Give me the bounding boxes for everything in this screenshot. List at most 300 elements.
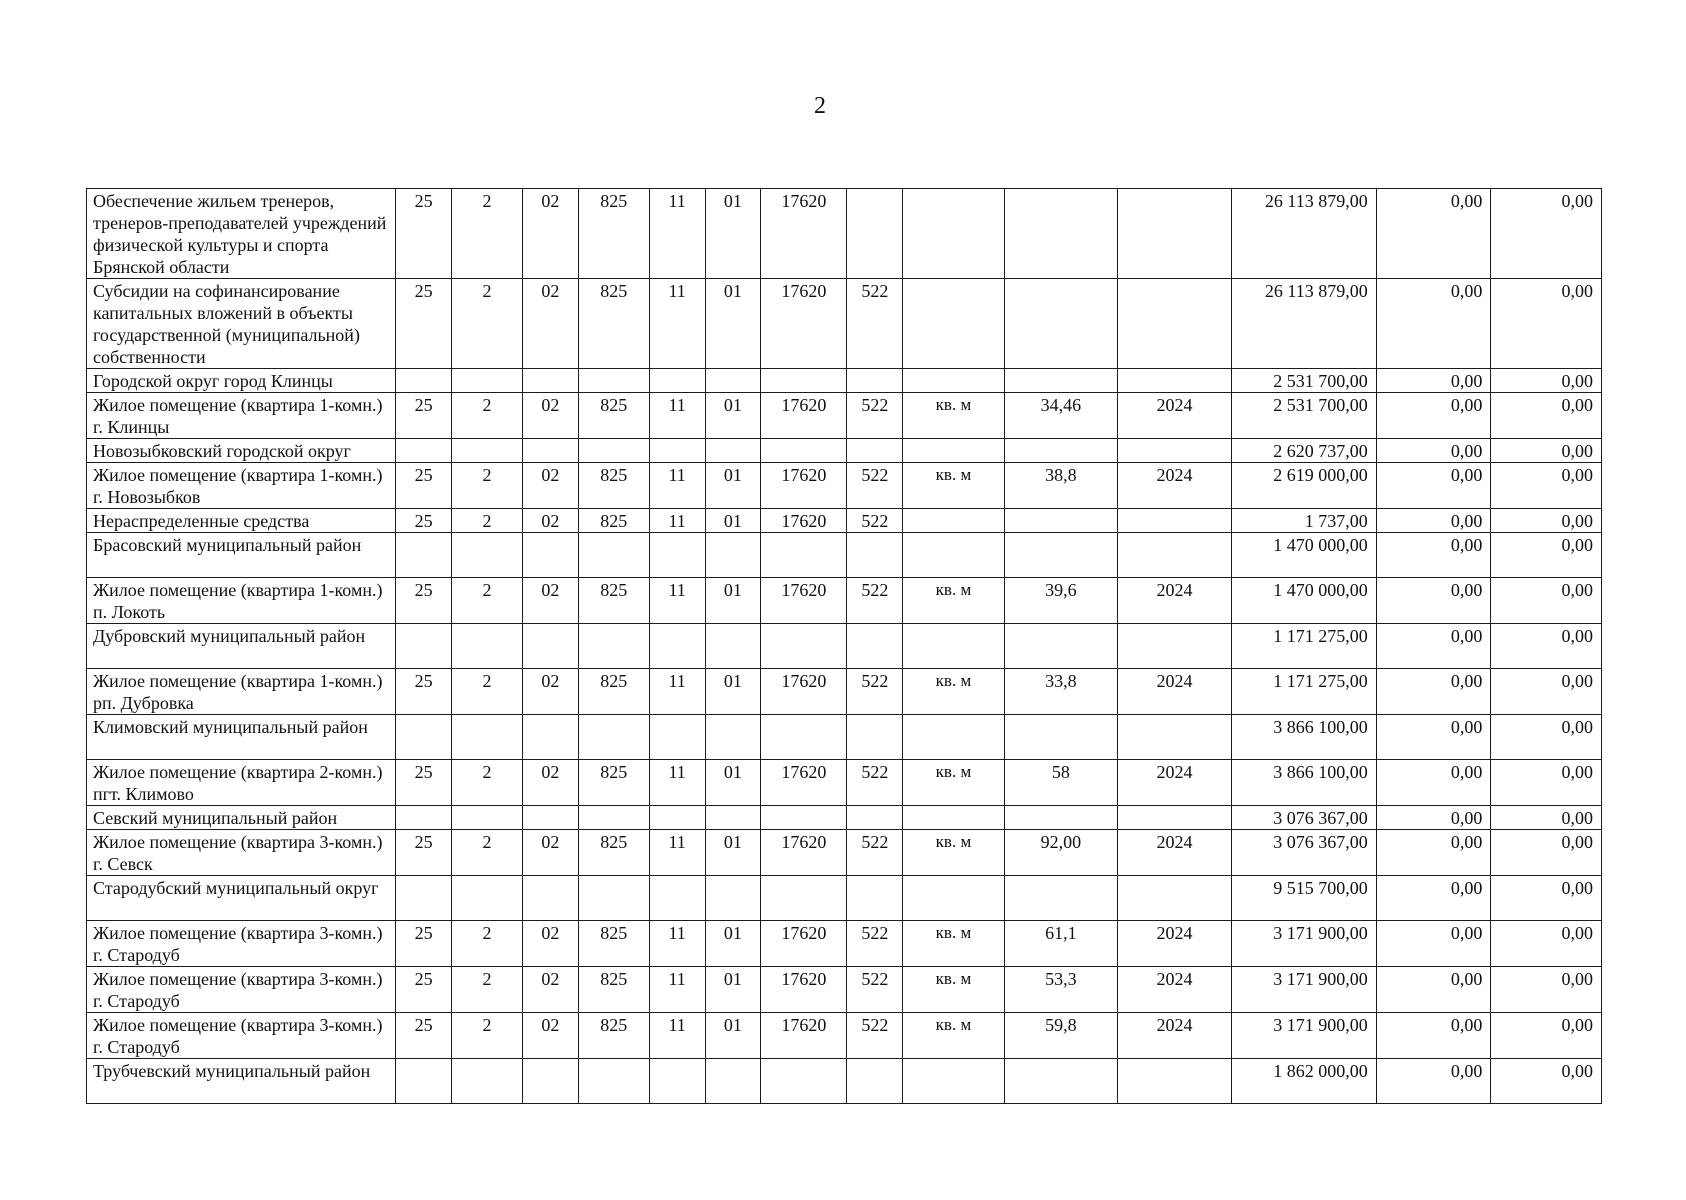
cell-code-7 <box>761 715 847 760</box>
cell-code-5: 11 <box>649 189 705 279</box>
cell-code-8 <box>847 624 903 669</box>
cell-code-2: 2 <box>452 760 523 806</box>
cell-code-5 <box>649 624 705 669</box>
cell-code-7 <box>761 533 847 578</box>
cell-unit <box>903 439 1004 463</box>
cell-code-5: 11 <box>649 509 705 533</box>
cell-amount-2024: 2 619 000,00 <box>1231 463 1376 509</box>
cell-row-name: Севский муниципальный район <box>87 806 396 830</box>
cell-amount-2024: 1 737,00 <box>1231 509 1376 533</box>
cell-code-4: 825 <box>578 921 649 967</box>
cell-amount-2024: 3 076 367,00 <box>1231 830 1376 876</box>
cell-code-7: 17620 <box>761 279 847 369</box>
cell-code-5: 11 <box>649 669 705 715</box>
cell-area: 53,3 <box>1004 967 1118 1013</box>
cell-area: 61,1 <box>1004 921 1118 967</box>
cell-year <box>1118 1059 1232 1104</box>
cell-code-4 <box>578 1059 649 1104</box>
cell-code-4: 825 <box>578 393 649 439</box>
cell-amount-2026: 0,00 <box>1491 369 1602 393</box>
cell-amount-2025: 0,00 <box>1376 509 1491 533</box>
cell-amount-2025: 0,00 <box>1376 189 1491 279</box>
cell-amount-2024: 26 113 879,00 <box>1231 279 1376 369</box>
cell-year <box>1118 369 1232 393</box>
cell-code-8: 522 <box>847 279 903 369</box>
cell-amount-2026: 0,00 <box>1491 806 1602 830</box>
cell-amount-2024: 3 171 900,00 <box>1231 1013 1376 1059</box>
cell-amount-2025: 0,00 <box>1376 439 1491 463</box>
cell-amount-2024: 3 076 367,00 <box>1231 806 1376 830</box>
cell-amount-2026: 0,00 <box>1491 279 1602 369</box>
cell-row-name: Стародубский муниципальный округ <box>87 876 396 921</box>
cell-area <box>1004 509 1118 533</box>
cell-amount-2024: 3 866 100,00 <box>1231 760 1376 806</box>
cell-code-4: 825 <box>578 760 649 806</box>
cell-row-name: Субсидии на софинансирование капитальных вложений в объекты государственной (муниципальной) собственности <box>87 279 396 369</box>
cell-amount-2026: 0,00 <box>1491 1013 1602 1059</box>
cell-amount-2024: 1 470 000,00 <box>1231 578 1376 624</box>
cell-code-1 <box>396 369 452 393</box>
table-row <box>87 1059 1602 1104</box>
cell-unit <box>903 189 1004 279</box>
cell-code-8: 522 <box>847 830 903 876</box>
cell-area <box>1004 876 1118 921</box>
table-row <box>87 967 1602 1013</box>
table-row <box>87 624 1602 669</box>
cell-amount-2024: 1 171 275,00 <box>1231 624 1376 669</box>
cell-code-7: 17620 <box>761 393 847 439</box>
cell-amount-2024: 3 171 900,00 <box>1231 921 1376 967</box>
cell-code-6: 01 <box>705 578 761 624</box>
cell-area: 34,46 <box>1004 393 1118 439</box>
cell-amount-2025: 0,00 <box>1376 578 1491 624</box>
cell-amount-2024: 3 171 900,00 <box>1231 967 1376 1013</box>
cell-year <box>1118 509 1232 533</box>
table-row <box>87 830 1602 876</box>
cell-area <box>1004 715 1118 760</box>
table-row <box>87 578 1602 624</box>
cell-code-5 <box>649 806 705 830</box>
cell-code-6: 01 <box>705 393 761 439</box>
cell-code-6: 01 <box>705 463 761 509</box>
cell-code-6: 01 <box>705 509 761 533</box>
cell-amount-2026: 0,00 <box>1491 439 1602 463</box>
cell-code-4: 825 <box>578 830 649 876</box>
cell-code-6: 01 <box>705 830 761 876</box>
cell-code-6: 01 <box>705 760 761 806</box>
cell-code-5: 11 <box>649 921 705 967</box>
cell-year <box>1118 876 1232 921</box>
cell-amount-2026: 0,00 <box>1491 533 1602 578</box>
cell-code-3: 02 <box>523 830 579 876</box>
cell-amount-2025: 0,00 <box>1376 830 1491 876</box>
cell-unit: кв. м <box>903 578 1004 624</box>
cell-code-3 <box>523 715 579 760</box>
cell-row-name: Жилое помещение (квартира 1-комн.) п. Локоть <box>87 578 396 624</box>
table-row <box>87 876 1602 921</box>
cell-year: 2024 <box>1118 669 1232 715</box>
cell-code-1: 25 <box>396 578 452 624</box>
cell-amount-2026: 0,00 <box>1491 578 1602 624</box>
cell-code-4: 825 <box>578 1013 649 1059</box>
cell-amount-2026: 0,00 <box>1491 189 1602 279</box>
cell-row-name: Жилое помещение (квартира 1-комн.) г. Новозыбков <box>87 463 396 509</box>
cell-year <box>1118 189 1232 279</box>
cell-code-2 <box>452 439 523 463</box>
cell-code-7: 17620 <box>761 463 847 509</box>
cell-code-3: 02 <box>523 760 579 806</box>
cell-code-3 <box>523 624 579 669</box>
cell-code-3: 02 <box>523 279 579 369</box>
cell-row-name: Жилое помещение (квартира 3-комн.) г. Стародуб <box>87 921 396 967</box>
cell-code-2 <box>452 624 523 669</box>
cell-code-2 <box>452 533 523 578</box>
cell-code-1 <box>396 876 452 921</box>
cell-code-3: 02 <box>523 509 579 533</box>
cell-unit <box>903 369 1004 393</box>
cell-code-1: 25 <box>396 1013 452 1059</box>
cell-amount-2026: 0,00 <box>1491 830 1602 876</box>
cell-code-4 <box>578 806 649 830</box>
cell-code-3 <box>523 876 579 921</box>
cell-code-1 <box>396 806 452 830</box>
cell-amount-2024: 9 515 700,00 <box>1231 876 1376 921</box>
cell-code-6 <box>705 715 761 760</box>
cell-year: 2024 <box>1118 921 1232 967</box>
cell-area <box>1004 533 1118 578</box>
cell-code-3 <box>523 1059 579 1104</box>
cell-code-3: 02 <box>523 669 579 715</box>
cell-code-3: 02 <box>523 1013 579 1059</box>
cell-code-2: 2 <box>452 830 523 876</box>
cell-code-6 <box>705 439 761 463</box>
cell-unit: кв. м <box>903 669 1004 715</box>
cell-unit <box>903 876 1004 921</box>
cell-code-8: 522 <box>847 463 903 509</box>
cell-code-6 <box>705 624 761 669</box>
cell-row-name: Обеспечение жильем тренеров, тренеров-преподавателей учреждений физической культуры и спорта Брянской области <box>87 189 396 279</box>
cell-code-6 <box>705 533 761 578</box>
cell-row-name: Жилое помещение (квартира 3-комн.) г. Севск <box>87 830 396 876</box>
cell-unit <box>903 715 1004 760</box>
cell-code-5 <box>649 715 705 760</box>
cell-code-5 <box>649 876 705 921</box>
cell-code-1: 25 <box>396 189 452 279</box>
cell-amount-2025: 0,00 <box>1376 669 1491 715</box>
cell-row-name: Жилое помещение (квартира 3-комн.) г. Стародуб <box>87 1013 396 1059</box>
cell-code-1 <box>396 533 452 578</box>
cell-year: 2024 <box>1118 393 1232 439</box>
cell-code-7: 17620 <box>761 669 847 715</box>
cell-year: 2024 <box>1118 463 1232 509</box>
cell-code-4: 825 <box>578 279 649 369</box>
cell-code-8 <box>847 1059 903 1104</box>
cell-row-name: Жилое помещение (квартира 1-комн.) г. Клинцы <box>87 393 396 439</box>
cell-amount-2025: 0,00 <box>1376 624 1491 669</box>
cell-code-2 <box>452 715 523 760</box>
cell-code-7 <box>761 1059 847 1104</box>
cell-code-1: 25 <box>396 669 452 715</box>
cell-code-3 <box>523 533 579 578</box>
cell-amount-2024: 2 620 737,00 <box>1231 439 1376 463</box>
cell-amount-2026: 0,00 <box>1491 393 1602 439</box>
cell-row-name: Брасовский муниципальный район <box>87 533 396 578</box>
cell-area <box>1004 624 1118 669</box>
cell-amount-2026: 0,00 <box>1491 967 1602 1013</box>
table-row <box>87 533 1602 578</box>
cell-code-3 <box>523 806 579 830</box>
cell-code-2: 2 <box>452 1013 523 1059</box>
cell-code-3 <box>523 439 579 463</box>
cell-code-6 <box>705 369 761 393</box>
cell-row-name: Климовский муниципальный район <box>87 715 396 760</box>
cell-row-name: Нераспределенные средства <box>87 509 396 533</box>
cell-code-2: 2 <box>452 279 523 369</box>
cell-area: 33,8 <box>1004 669 1118 715</box>
cell-code-7 <box>761 369 847 393</box>
cell-amount-2025: 0,00 <box>1376 921 1491 967</box>
cell-unit: кв. м <box>903 1013 1004 1059</box>
cell-amount-2026: 0,00 <box>1491 463 1602 509</box>
cell-area: 38,8 <box>1004 463 1118 509</box>
cell-unit: кв. м <box>903 921 1004 967</box>
cell-unit: кв. м <box>903 830 1004 876</box>
cell-code-7 <box>761 624 847 669</box>
cell-code-1: 25 <box>396 760 452 806</box>
cell-code-7: 17620 <box>761 1013 847 1059</box>
cell-code-8: 522 <box>847 967 903 1013</box>
table-row <box>87 806 1602 830</box>
cell-code-7: 17620 <box>761 509 847 533</box>
cell-code-5: 11 <box>649 578 705 624</box>
cell-code-8: 522 <box>847 509 903 533</box>
cell-code-6 <box>705 806 761 830</box>
cell-code-8 <box>847 369 903 393</box>
cell-amount-2026: 0,00 <box>1491 669 1602 715</box>
cell-area: 58 <box>1004 760 1118 806</box>
cell-code-8 <box>847 533 903 578</box>
cell-code-2: 2 <box>452 509 523 533</box>
table-row <box>87 669 1602 715</box>
cell-year <box>1118 279 1232 369</box>
cell-code-4: 825 <box>578 578 649 624</box>
cell-code-6: 01 <box>705 189 761 279</box>
table-row <box>87 921 1602 967</box>
cell-row-name: Жилое помещение (квартира 2-комн.) пгт. Климово <box>87 760 396 806</box>
cell-code-3: 02 <box>523 189 579 279</box>
cell-area <box>1004 1059 1118 1104</box>
cell-code-2 <box>452 1059 523 1104</box>
cell-code-8: 522 <box>847 669 903 715</box>
cell-code-2: 2 <box>452 189 523 279</box>
cell-code-1 <box>396 439 452 463</box>
cell-code-2: 2 <box>452 578 523 624</box>
budget-table <box>86 188 1602 1104</box>
cell-code-1: 25 <box>396 463 452 509</box>
cell-area <box>1004 369 1118 393</box>
cell-row-name: Новозыбковский городской округ <box>87 439 396 463</box>
cell-code-6: 01 <box>705 967 761 1013</box>
cell-amount-2024: 1 862 000,00 <box>1231 1059 1376 1104</box>
cell-code-5: 11 <box>649 967 705 1013</box>
table-body <box>87 189 1602 1104</box>
cell-area <box>1004 439 1118 463</box>
cell-code-1 <box>396 1059 452 1104</box>
cell-amount-2025: 0,00 <box>1376 393 1491 439</box>
cell-row-name: Жилое помещение (квартира 3-комн.) г. Стародуб <box>87 967 396 1013</box>
cell-code-1: 25 <box>396 967 452 1013</box>
cell-amount-2024: 2 531 700,00 <box>1231 369 1376 393</box>
cell-amount-2024: 2 531 700,00 <box>1231 393 1376 439</box>
table-row <box>87 509 1602 533</box>
cell-code-5: 11 <box>649 1013 705 1059</box>
cell-year <box>1118 715 1232 760</box>
cell-amount-2025: 0,00 <box>1376 369 1491 393</box>
cell-amount-2025: 0,00 <box>1376 806 1491 830</box>
cell-code-4 <box>578 715 649 760</box>
cell-code-4 <box>578 876 649 921</box>
cell-code-6: 01 <box>705 1013 761 1059</box>
cell-code-4 <box>578 439 649 463</box>
cell-code-8 <box>847 189 903 279</box>
cell-code-2 <box>452 806 523 830</box>
cell-year: 2024 <box>1118 760 1232 806</box>
cell-year: 2024 <box>1118 830 1232 876</box>
cell-row-name: Дубровский муниципальный район <box>87 624 396 669</box>
cell-code-8 <box>847 806 903 830</box>
cell-code-3: 02 <box>523 578 579 624</box>
cell-code-5 <box>649 1059 705 1104</box>
cell-amount-2025: 0,00 <box>1376 463 1491 509</box>
cell-code-2: 2 <box>452 967 523 1013</box>
cell-code-6 <box>705 1059 761 1104</box>
cell-code-8: 522 <box>847 1013 903 1059</box>
cell-row-name: Городской округ город Клинцы <box>87 369 396 393</box>
cell-area: 59,8 <box>1004 1013 1118 1059</box>
cell-amount-2026: 0,00 <box>1491 921 1602 967</box>
cell-code-2: 2 <box>452 393 523 439</box>
cell-amount-2026: 0,00 <box>1491 624 1602 669</box>
cell-amount-2025: 0,00 <box>1376 715 1491 760</box>
cell-code-3 <box>523 369 579 393</box>
cell-code-7: 17620 <box>761 189 847 279</box>
cell-code-3: 02 <box>523 967 579 1013</box>
cell-code-6: 01 <box>705 279 761 369</box>
table-row <box>87 715 1602 760</box>
table-row <box>87 1013 1602 1059</box>
cell-code-7 <box>761 876 847 921</box>
cell-code-5: 11 <box>649 393 705 439</box>
cell-code-4 <box>578 624 649 669</box>
cell-code-2 <box>452 369 523 393</box>
cell-unit <box>903 533 1004 578</box>
cell-code-4 <box>578 369 649 393</box>
cell-amount-2026: 0,00 <box>1491 760 1602 806</box>
cell-unit <box>903 806 1004 830</box>
cell-code-2: 2 <box>452 921 523 967</box>
cell-code-1: 25 <box>396 921 452 967</box>
cell-code-8 <box>847 876 903 921</box>
cell-code-7: 17620 <box>761 578 847 624</box>
cell-amount-2025: 0,00 <box>1376 876 1491 921</box>
cell-code-2: 2 <box>452 669 523 715</box>
cell-amount-2026: 0,00 <box>1491 876 1602 921</box>
table-row <box>87 279 1602 369</box>
cell-area <box>1004 279 1118 369</box>
cell-code-6 <box>705 876 761 921</box>
cell-amount-2026: 0,00 <box>1491 509 1602 533</box>
cell-code-7 <box>761 806 847 830</box>
cell-amount-2025: 0,00 <box>1376 279 1491 369</box>
table-row <box>87 463 1602 509</box>
cell-code-8: 522 <box>847 393 903 439</box>
table-row <box>87 393 1602 439</box>
cell-code-5: 11 <box>649 760 705 806</box>
cell-amount-2024: 1 171 275,00 <box>1231 669 1376 715</box>
cell-code-7 <box>761 439 847 463</box>
cell-unit: кв. м <box>903 463 1004 509</box>
cell-amount-2025: 0,00 <box>1376 760 1491 806</box>
cell-code-8: 522 <box>847 760 903 806</box>
cell-code-3: 02 <box>523 463 579 509</box>
table-row <box>87 369 1602 393</box>
cell-amount-2025: 0,00 <box>1376 967 1491 1013</box>
cell-code-3: 02 <box>523 393 579 439</box>
cell-unit: кв. м <box>903 760 1004 806</box>
cell-amount-2026: 0,00 <box>1491 1059 1602 1104</box>
cell-code-1: 25 <box>396 279 452 369</box>
cell-amount-2025: 0,00 <box>1376 1059 1491 1104</box>
page-number: 2 <box>814 93 826 119</box>
cell-code-5 <box>649 533 705 578</box>
cell-year <box>1118 533 1232 578</box>
cell-amount-2024: 3 866 100,00 <box>1231 715 1376 760</box>
cell-code-8: 522 <box>847 921 903 967</box>
cell-code-6: 01 <box>705 921 761 967</box>
table-row <box>87 439 1602 463</box>
cell-year: 2024 <box>1118 1013 1232 1059</box>
cell-year <box>1118 624 1232 669</box>
cell-code-7: 17620 <box>761 760 847 806</box>
cell-amount-2024: 26 113 879,00 <box>1231 189 1376 279</box>
cell-row-name: Жилое помещение (квартира 1-комн.) рп. Дубровка <box>87 669 396 715</box>
cell-code-5: 11 <box>649 830 705 876</box>
table-row <box>87 760 1602 806</box>
cell-unit: кв. м <box>903 967 1004 1013</box>
cell-amount-2024: 1 470 000,00 <box>1231 533 1376 578</box>
cell-year <box>1118 439 1232 463</box>
cell-year <box>1118 806 1232 830</box>
cell-code-7: 17620 <box>761 921 847 967</box>
cell-code-4: 825 <box>578 509 649 533</box>
cell-code-4: 825 <box>578 669 649 715</box>
cell-code-4: 825 <box>578 463 649 509</box>
cell-code-6: 01 <box>705 669 761 715</box>
cell-code-1 <box>396 624 452 669</box>
cell-code-1 <box>396 715 452 760</box>
cell-row-name: Трубчевский муниципальный район <box>87 1059 396 1104</box>
cell-year: 2024 <box>1118 578 1232 624</box>
cell-amount-2026: 0,00 <box>1491 715 1602 760</box>
cell-year: 2024 <box>1118 967 1232 1013</box>
cell-amount-2025: 0,00 <box>1376 1013 1491 1059</box>
cell-unit <box>903 624 1004 669</box>
cell-area: 39,6 <box>1004 578 1118 624</box>
cell-code-1: 25 <box>396 393 452 439</box>
cell-unit <box>903 509 1004 533</box>
cell-code-3: 02 <box>523 921 579 967</box>
cell-code-8 <box>847 439 903 463</box>
